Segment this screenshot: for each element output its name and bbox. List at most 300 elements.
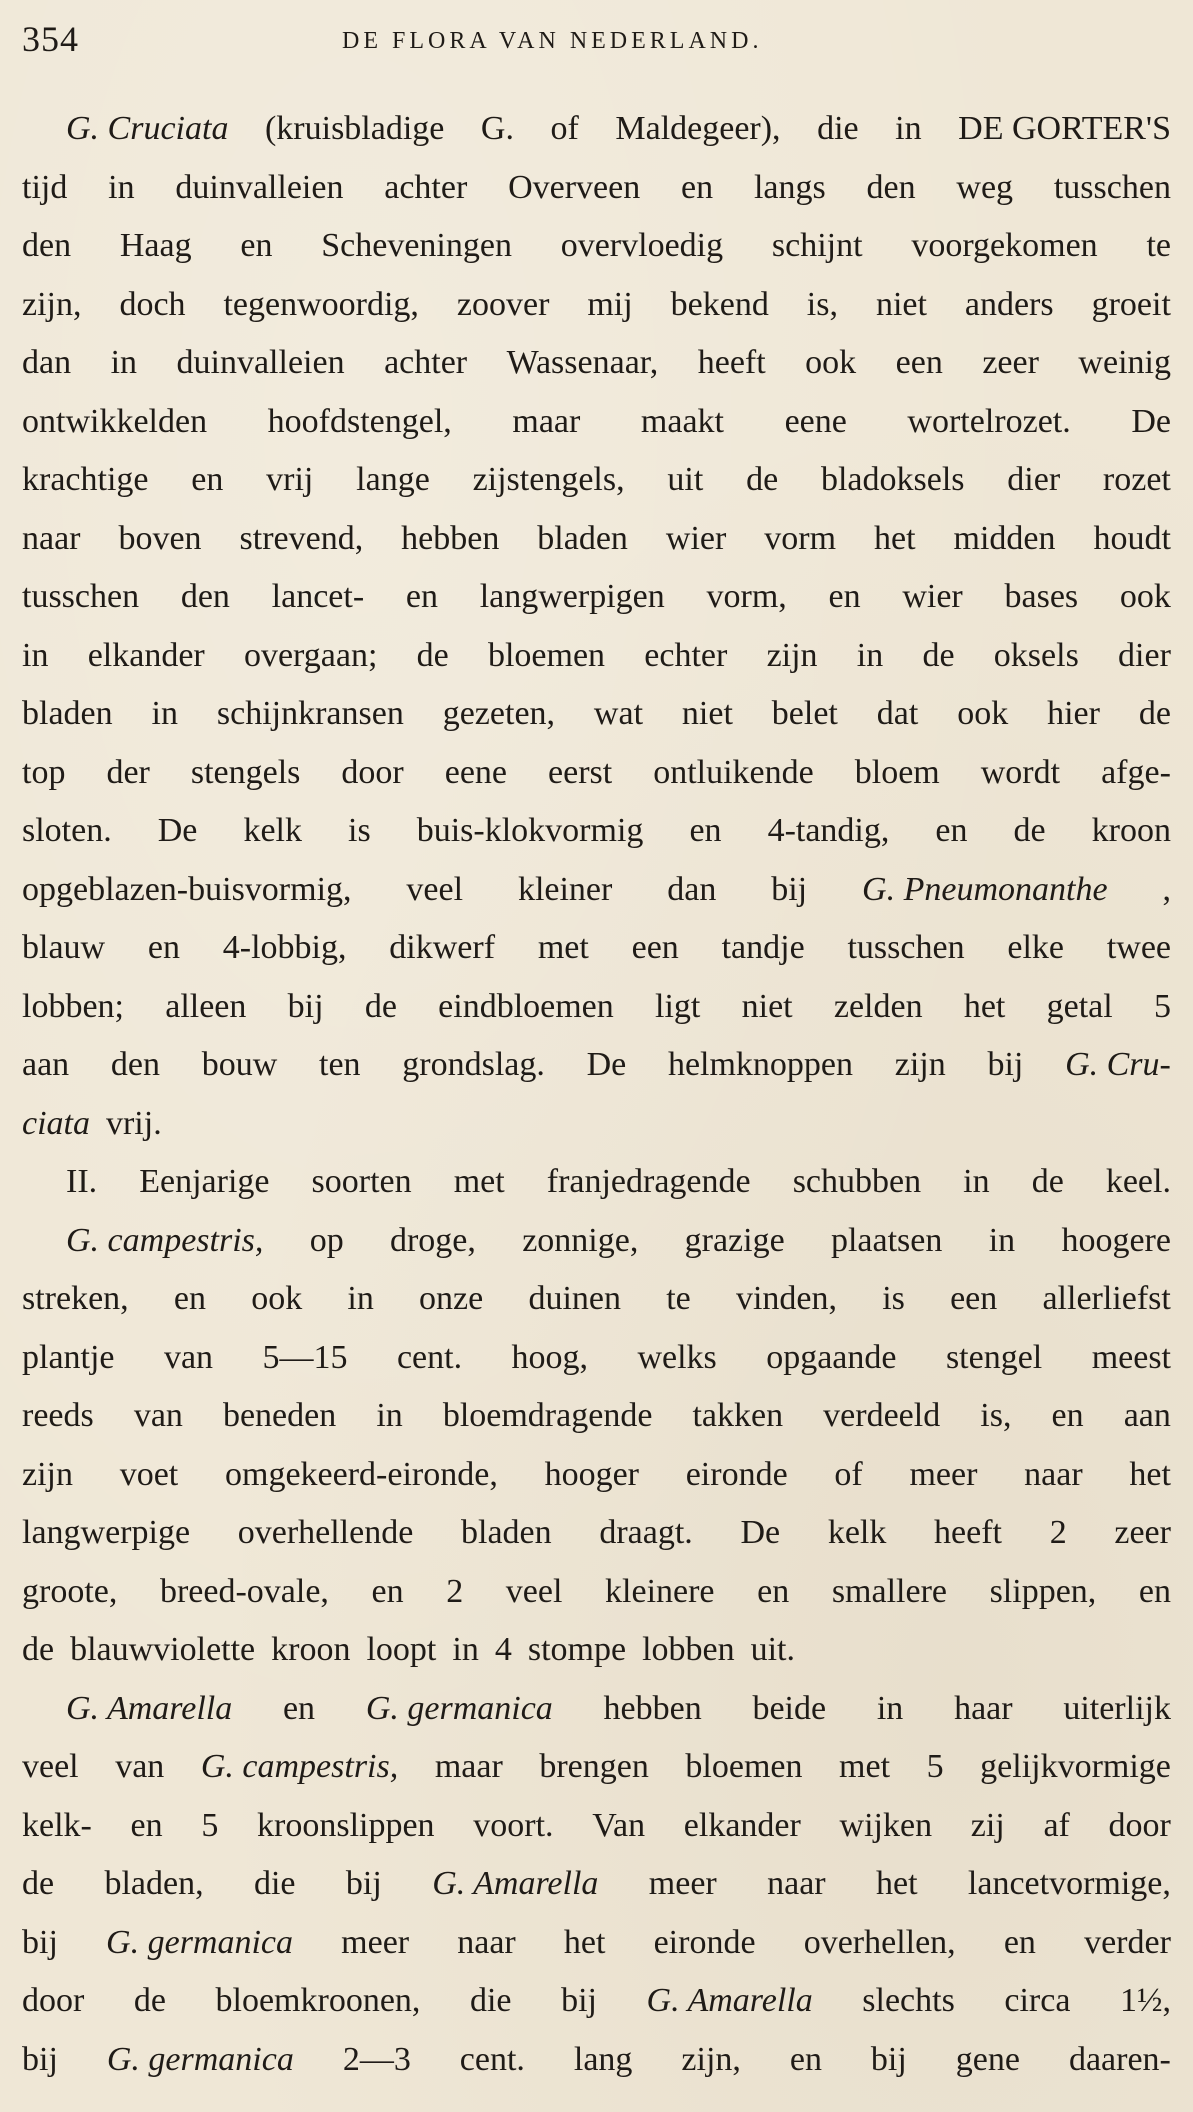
word: vrij xyxy=(266,461,314,498)
text-line xyxy=(22,1036,1171,1095)
word: G. Amarella xyxy=(432,1865,599,1902)
word: echter xyxy=(644,636,728,674)
text-line xyxy=(22,1914,1171,1973)
text-line xyxy=(22,1095,1171,1154)
word: helmknoppen xyxy=(667,1046,854,1083)
word: Overveen xyxy=(508,168,641,206)
word: DE GORTER'S xyxy=(958,110,1171,147)
word: oksels xyxy=(993,636,1079,674)
word: achter xyxy=(384,344,468,381)
word: lobben xyxy=(642,1631,735,1668)
word: verdeeld xyxy=(823,1397,941,1434)
word: duinvalleien xyxy=(175,168,344,206)
word: de xyxy=(22,1865,55,1902)
word: getal xyxy=(1046,987,1113,1025)
word: overgaan; xyxy=(243,636,378,674)
word: houdt xyxy=(1093,519,1171,557)
word: blauw xyxy=(22,929,106,966)
word: sloten. xyxy=(22,812,112,849)
text-line xyxy=(22,334,1171,393)
word: mij xyxy=(587,285,633,323)
word: den xyxy=(22,227,72,264)
word: brengen xyxy=(539,1748,649,1785)
word: stengels xyxy=(190,753,301,791)
word: heeft xyxy=(934,1514,1002,1551)
word: loopt xyxy=(366,1631,437,1668)
word: langs xyxy=(753,168,826,206)
word: eerst xyxy=(548,753,613,791)
word: 5—15 xyxy=(262,1338,348,1376)
word: voort. xyxy=(473,1806,554,1844)
word: langwerpige xyxy=(22,1514,191,1551)
text-line xyxy=(22,276,1171,335)
word: G. Cru- xyxy=(1065,1046,1171,1083)
word: bij xyxy=(287,987,324,1025)
text-line xyxy=(22,978,1171,1037)
word: ontwikkelden xyxy=(22,402,208,440)
word: streken, xyxy=(22,1280,129,1317)
word: maakt xyxy=(640,402,724,440)
word: bloemkroonen, xyxy=(215,1982,421,2019)
word: en xyxy=(689,812,722,849)
word: II. xyxy=(66,1163,98,1200)
word: , xyxy=(1162,870,1171,908)
text-line xyxy=(22,1387,1171,1446)
word: elkander xyxy=(683,1806,801,1844)
word: kleiner xyxy=(517,870,613,908)
word: veel xyxy=(406,870,464,908)
word: van xyxy=(163,1338,214,1376)
word: smallere xyxy=(831,1572,947,1610)
word: slechts xyxy=(862,1982,955,2019)
word: de xyxy=(922,636,955,674)
word: daaren- xyxy=(1068,2040,1171,2078)
text-line xyxy=(22,1563,1171,1622)
word: (kruisbladige xyxy=(264,110,445,147)
word: franjedragende xyxy=(546,1163,751,1200)
word: bloemdragende xyxy=(442,1397,653,1434)
word: cent. xyxy=(459,2040,525,2078)
word: 2 xyxy=(1049,1514,1067,1551)
word: G. campestris, xyxy=(200,1748,399,1785)
word: in xyxy=(963,1163,990,1200)
word: 5 xyxy=(926,1748,944,1785)
word: G. Cruciata xyxy=(66,110,229,147)
word: met xyxy=(839,1748,891,1785)
word: bouw xyxy=(201,1046,278,1083)
word: kroonslippen xyxy=(257,1806,435,1844)
word: is, xyxy=(806,285,838,323)
word: af xyxy=(1043,1806,1070,1844)
word: welks xyxy=(637,1338,717,1376)
word: zeer xyxy=(982,344,1039,381)
word: beide xyxy=(752,1689,827,1727)
text-line xyxy=(22,744,1171,803)
word: hebben xyxy=(603,1689,702,1727)
word: uit. xyxy=(750,1631,796,1668)
text-line xyxy=(22,100,1171,159)
word: dat xyxy=(876,695,919,732)
word: met xyxy=(537,929,589,966)
word: meer xyxy=(341,1923,410,1961)
word: slippen, xyxy=(989,1572,1097,1610)
word: zijn, xyxy=(681,2040,741,2078)
word: in xyxy=(151,695,178,732)
word: wier xyxy=(902,578,963,615)
word: elkander xyxy=(87,636,205,674)
word: meest xyxy=(1091,1338,1171,1376)
word: ten xyxy=(319,1046,361,1083)
word: breed-ovale, xyxy=(159,1572,329,1610)
word: langwerpigen xyxy=(479,578,665,615)
word: den xyxy=(866,168,916,206)
word: in xyxy=(876,1689,904,1727)
word: stompe xyxy=(527,1631,627,1668)
word: bij xyxy=(22,1923,58,1961)
word: buis-klokvormig xyxy=(416,812,644,849)
word: strevend, xyxy=(239,519,364,557)
word: zeer xyxy=(1114,1514,1171,1551)
word: door xyxy=(22,1982,85,2019)
text-line xyxy=(22,1797,1171,1856)
word: lang xyxy=(573,2040,633,2078)
word: plantje xyxy=(22,1338,115,1376)
word: blauwviolette xyxy=(70,1631,256,1668)
word: 5 xyxy=(201,1806,219,1844)
word: plaatsen xyxy=(830,1221,943,1259)
word: en xyxy=(147,929,180,966)
word: het xyxy=(563,1923,606,1961)
word: hoofdstengel, xyxy=(267,402,452,440)
text-line xyxy=(22,510,1171,569)
word: Eenjarige xyxy=(139,1163,270,1200)
word: bases xyxy=(1004,578,1079,615)
word: en xyxy=(282,1689,316,1727)
word: schubben xyxy=(792,1163,922,1200)
word: door xyxy=(1108,1806,1171,1844)
word: aan xyxy=(1123,1397,1171,1434)
word: midden xyxy=(953,519,1056,557)
word: 2 xyxy=(446,1572,464,1610)
text-line xyxy=(22,393,1171,452)
word: gelijkvormige xyxy=(980,1748,1171,1785)
word: De xyxy=(586,1046,627,1083)
word: is xyxy=(882,1280,905,1317)
body-text xyxy=(22,100,1171,2089)
word: kelk xyxy=(827,1514,887,1551)
word: lobben; xyxy=(22,987,124,1025)
word: naar xyxy=(1024,1455,1083,1493)
word: hier xyxy=(1047,695,1100,732)
word: eene xyxy=(784,402,847,440)
word: stengel xyxy=(945,1338,1043,1376)
word: zijn xyxy=(894,1046,946,1083)
word: aan xyxy=(22,1046,70,1083)
word: bloem xyxy=(854,753,940,791)
word: en xyxy=(1051,1397,1084,1434)
text-line xyxy=(22,1153,1171,1212)
word: opgaande xyxy=(766,1338,897,1376)
word: de xyxy=(416,636,449,674)
word: G. germanica xyxy=(106,1923,294,1961)
word: groeit xyxy=(1091,285,1171,323)
word: het xyxy=(874,519,916,557)
word: in xyxy=(895,110,922,147)
word: eironde xyxy=(685,1455,788,1493)
word: op xyxy=(309,1221,344,1259)
word: te xyxy=(1146,227,1171,264)
page-header xyxy=(22,18,1171,66)
word: circa xyxy=(1004,1982,1071,2019)
word: naar xyxy=(457,1923,516,1961)
word: wier xyxy=(665,519,727,557)
word: zonnige, xyxy=(522,1221,639,1259)
word: reeds xyxy=(22,1397,94,1434)
word: G. campestris, xyxy=(66,1221,264,1259)
page-number: 354 xyxy=(22,19,79,59)
word: kroon xyxy=(1091,812,1171,849)
word: achter xyxy=(384,168,468,206)
word: lancetvormige, xyxy=(967,1865,1171,1902)
word: veel xyxy=(22,1748,79,1785)
word: uiterlijk xyxy=(1063,1689,1171,1727)
word: 4-tandig, xyxy=(767,812,890,849)
word: niet xyxy=(681,695,733,732)
word: alleen xyxy=(165,987,247,1025)
word: dan xyxy=(667,870,717,908)
word: in xyxy=(22,636,49,674)
word: de xyxy=(22,1631,55,1668)
word: van xyxy=(115,1748,165,1785)
word: en xyxy=(173,1280,206,1317)
word: en xyxy=(757,1572,790,1610)
word: der xyxy=(106,753,150,791)
word: duinen xyxy=(528,1280,621,1317)
word: de xyxy=(1138,695,1171,732)
word: en xyxy=(789,2040,822,2078)
word: verder xyxy=(1084,1923,1171,1961)
text-line xyxy=(22,1855,1171,1914)
word: doch xyxy=(119,285,186,323)
word: wortelrozet. xyxy=(907,402,1071,440)
word: bladoksels xyxy=(820,461,965,498)
text-line xyxy=(22,1738,1171,1797)
word: door xyxy=(341,753,404,791)
word: gene xyxy=(955,2040,1020,2078)
word: hooger xyxy=(544,1455,639,1493)
word: de xyxy=(1031,1163,1064,1200)
word: vrij. xyxy=(105,1104,162,1142)
word: tusschen xyxy=(847,929,965,966)
word: veel xyxy=(505,1572,563,1610)
text-line xyxy=(22,159,1171,218)
word: ook xyxy=(1119,578,1171,615)
word: hebben xyxy=(401,519,500,557)
word: kelk- xyxy=(22,1806,92,1844)
word: ontluikende xyxy=(653,753,814,791)
word: een xyxy=(950,1280,998,1317)
text-line xyxy=(22,451,1171,510)
word: overhellende xyxy=(237,1514,414,1551)
word: in xyxy=(988,1221,1016,1259)
word: De xyxy=(1131,402,1171,440)
word: het xyxy=(1129,1455,1171,1493)
word: tandje xyxy=(721,929,805,966)
word: hoog, xyxy=(511,1338,589,1376)
word: Maldegeer), xyxy=(615,110,781,147)
word: tijd xyxy=(22,168,68,206)
word: kelk xyxy=(243,812,302,849)
word: soorten xyxy=(311,1163,412,1200)
word: G. germanica xyxy=(365,1689,553,1727)
word: anders xyxy=(964,285,1054,323)
word: wijken xyxy=(839,1806,933,1844)
word: bij xyxy=(771,870,808,908)
word: die xyxy=(253,1865,296,1902)
word: De xyxy=(740,1514,781,1551)
word: weg xyxy=(956,168,1014,206)
word: dan xyxy=(22,344,72,381)
word: eene xyxy=(444,753,508,791)
word: heeft xyxy=(697,344,766,381)
running-head: DE FLORA VAN NEDERLAND. xyxy=(342,28,763,54)
word: draagt. xyxy=(599,1514,693,1551)
word: Scheveningen xyxy=(321,227,512,264)
word: het xyxy=(963,987,1006,1025)
word: De xyxy=(157,812,198,849)
word: eironde xyxy=(653,1923,756,1961)
word: kleinere xyxy=(605,1572,715,1610)
word: zijn xyxy=(766,636,818,674)
word: bladen xyxy=(461,1514,552,1551)
word: niet xyxy=(875,285,927,323)
word: een xyxy=(895,344,943,381)
word: zoover xyxy=(456,285,550,323)
word: allerliefst xyxy=(1042,1280,1171,1317)
word: naar xyxy=(22,519,81,557)
word: den xyxy=(110,1046,160,1083)
word: niet xyxy=(741,987,793,1025)
text-line xyxy=(22,802,1171,861)
word: zijn xyxy=(22,1455,73,1493)
word: maar xyxy=(434,1748,503,1785)
text-line xyxy=(22,685,1171,744)
word: een xyxy=(631,929,679,966)
word: en xyxy=(1003,1923,1036,1961)
word: elke xyxy=(1007,929,1065,966)
word: en xyxy=(1138,1572,1171,1610)
text-line xyxy=(22,1270,1171,1329)
word: afge- xyxy=(1101,753,1171,791)
word: zijstengels, xyxy=(472,461,625,498)
word: overvloedig xyxy=(560,227,724,264)
word: ook xyxy=(251,1280,303,1317)
word: zelden xyxy=(833,987,923,1025)
word: vorm, xyxy=(706,578,787,615)
word: gezeten, xyxy=(442,695,556,732)
word: keel. xyxy=(1105,1163,1171,1200)
word: duinvalleien xyxy=(176,344,345,381)
word: droge, xyxy=(389,1221,476,1259)
word: in xyxy=(108,168,135,206)
word: opgeblazen-buisvormig, xyxy=(22,870,352,908)
word: te xyxy=(666,1280,691,1317)
word: in xyxy=(347,1280,374,1317)
word: Wassenaar, xyxy=(506,344,659,381)
word: in xyxy=(110,344,138,381)
word: maar xyxy=(512,402,581,440)
word: belet xyxy=(771,695,838,732)
word: voet xyxy=(119,1455,179,1493)
word: van xyxy=(133,1397,183,1434)
word: uit xyxy=(667,461,704,498)
word: zijn, xyxy=(22,285,82,323)
word: en xyxy=(681,168,714,206)
word: bij xyxy=(561,1982,597,2019)
word: in xyxy=(452,1631,479,1668)
word: tusschen xyxy=(22,578,140,615)
text-line xyxy=(22,1446,1171,1505)
word: en xyxy=(935,812,968,849)
word: en xyxy=(828,578,861,615)
text-line xyxy=(22,919,1171,978)
word: 5 xyxy=(1153,987,1171,1025)
word: schijnkransen xyxy=(216,695,404,732)
word: het xyxy=(876,1865,918,1902)
text-line xyxy=(22,861,1171,920)
word: 1½, xyxy=(1119,1982,1171,2019)
text-line xyxy=(22,1972,1171,2031)
word: en xyxy=(371,1572,404,1610)
word: dikwerf xyxy=(389,929,496,966)
word: bij xyxy=(987,1046,1024,1083)
word: lange xyxy=(356,461,430,498)
word: beneden xyxy=(222,1397,337,1434)
word: bloemen xyxy=(685,1748,803,1785)
word: schijnt xyxy=(771,227,863,264)
word: in xyxy=(376,1397,403,1434)
word: bloemen xyxy=(487,636,606,674)
word: en xyxy=(191,461,224,498)
word: bladen xyxy=(537,519,628,557)
word: bij xyxy=(345,1865,382,1902)
word: is xyxy=(348,812,371,849)
word: top xyxy=(22,753,66,791)
word: tegenwoordig, xyxy=(223,285,419,323)
word: bekend xyxy=(670,285,769,323)
text-line xyxy=(22,1212,1171,1271)
word: takken xyxy=(692,1397,784,1434)
word: zij xyxy=(970,1806,1005,1844)
word: krachtige xyxy=(22,461,149,498)
word: G. Amarella xyxy=(646,1982,813,2019)
word: overhellen, xyxy=(803,1923,956,1961)
word: meer xyxy=(648,1865,717,1902)
word: de xyxy=(746,461,779,498)
word: onze xyxy=(419,1280,484,1317)
word: grondslag. xyxy=(402,1046,545,1083)
text-line xyxy=(22,217,1171,276)
word: rozet xyxy=(1102,461,1171,498)
word: weinig xyxy=(1078,344,1171,381)
word: bij xyxy=(870,2040,907,2078)
word: en xyxy=(130,1806,163,1844)
text-line xyxy=(22,1680,1171,1739)
word: en xyxy=(240,227,273,264)
word: bladen xyxy=(22,695,113,732)
word: meer xyxy=(909,1455,978,1493)
word: 4-lobbig, xyxy=(222,929,347,966)
